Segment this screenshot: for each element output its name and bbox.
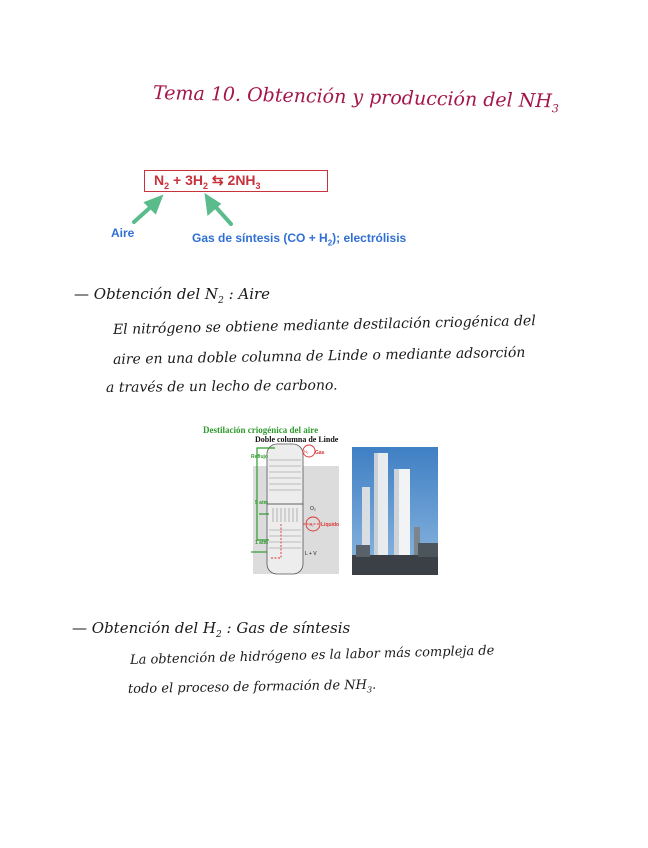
- h2-post: : Gas de síntesis: [221, 619, 351, 637]
- paragraph-line: La obtención de hidrógeno es la labor más compleja de: [129, 643, 495, 668]
- eq-n: N: [154, 172, 165, 188]
- section-heading-n2: [74, 285, 270, 306]
- label-reflujo: Reflujo: [251, 454, 268, 460]
- label-gas: Gas: [315, 450, 325, 456]
- label-1atm: 1 atm: [255, 540, 269, 546]
- column-drawing: [197, 420, 345, 577]
- label-o2: O₂: [310, 506, 316, 512]
- label-liquido: Líquido: [321, 522, 340, 528]
- n2-top-mark: N₂: [304, 449, 309, 454]
- eq-product-sub: 3: [255, 180, 261, 191]
- eq-plus-h: + 3H: [169, 172, 203, 188]
- title-text: Tema 10. Obtención y producción del NH: [152, 82, 553, 113]
- p5-text: todo el proceso de formación de NH: [127, 677, 368, 697]
- h2-sub: 2: [216, 630, 222, 640]
- section-heading-h2: [72, 619, 350, 640]
- plant-photo-icon: [352, 447, 438, 575]
- label-5atm: 5 atm: [255, 500, 269, 506]
- gas-label-sub: 2: [327, 238, 333, 248]
- p5-end: .: [371, 677, 377, 693]
- eq-product: 2NH: [227, 172, 256, 188]
- paragraph-line: El nitrógeno se obtiene mediante destilación criogénica del: [112, 313, 536, 338]
- h1-post: : Aire: [223, 285, 271, 303]
- eq-n-sub: 2: [164, 180, 170, 191]
- n2-mid-mark: N₂: [309, 522, 314, 527]
- h2-pre: — Obtención del H: [72, 619, 217, 637]
- p5-sub: 3: [366, 685, 373, 695]
- gas-label-post: ); electrólisis: [332, 231, 407, 245]
- air-separation-plant-photo: [352, 447, 438, 575]
- h1-pre: — Obtención del N: [74, 285, 219, 303]
- paragraph-line: aire en una doble columna de Linde o mediante adsorción: [112, 344, 526, 368]
- gas-label-pre: Gas de síntesis (CO + H: [192, 231, 328, 245]
- paragraph-line: a través de un lecho de carbono.: [105, 377, 338, 396]
- linde-column-diagram: [197, 420, 345, 577]
- diagram-subtitle: Doble columna de Linde: [255, 435, 339, 444]
- label-aire: Aire: [111, 226, 135, 240]
- eq-h-sub: 2: [203, 180, 209, 191]
- title-subscript: 3: [551, 102, 559, 116]
- label-l-plus-v: L + V: [305, 551, 317, 557]
- label-gas-sintesis: [192, 231, 406, 247]
- diagram-title: Destilación criogénica del aire: [203, 425, 319, 435]
- eq-equilibrium-arrow: ⇆: [208, 172, 228, 188]
- h1-sub: 2: [218, 296, 224, 306]
